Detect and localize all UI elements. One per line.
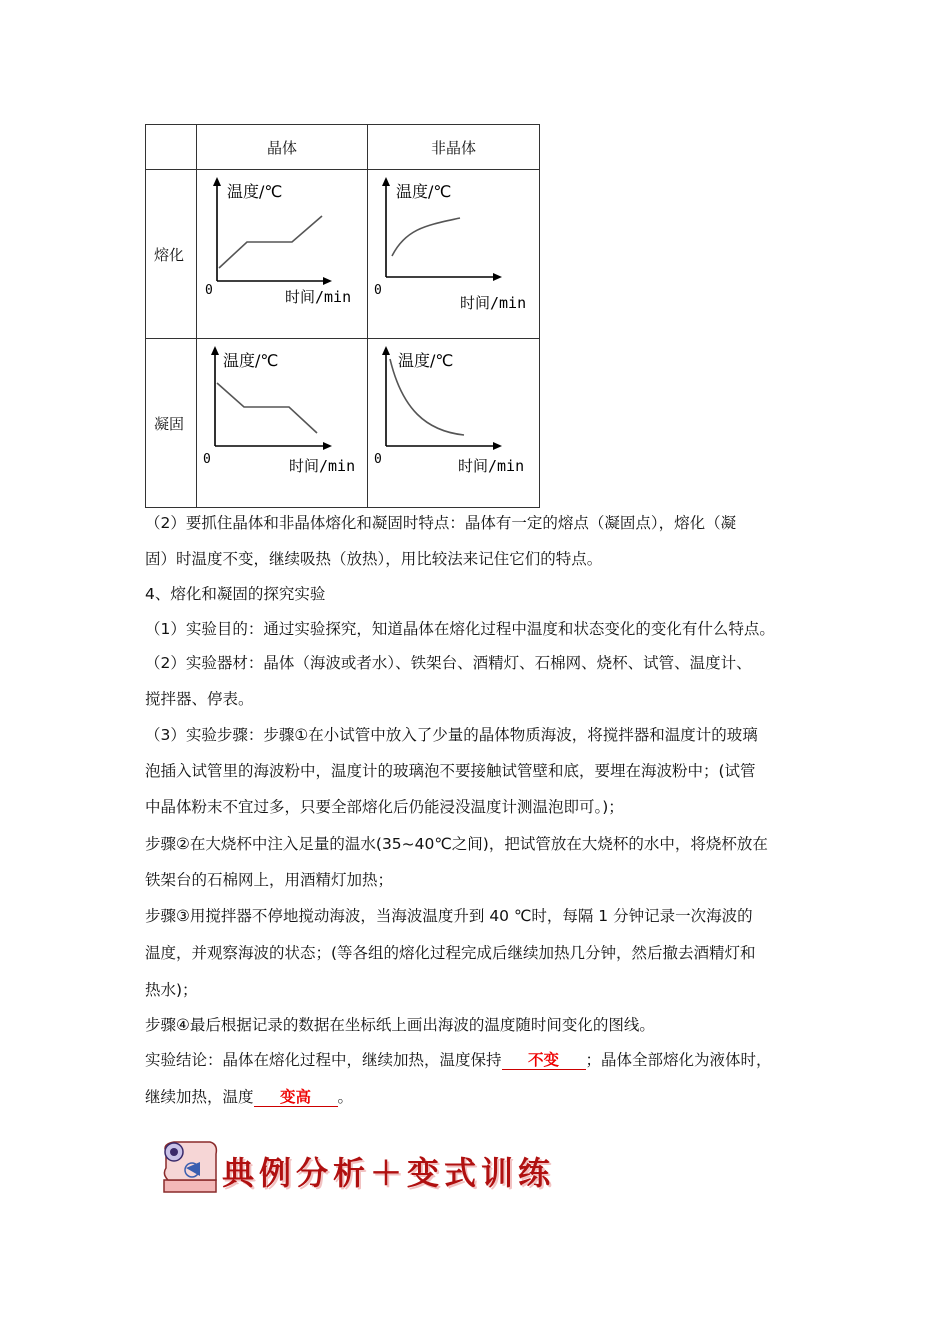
y-axis-label: 温度/℃ <box>223 351 279 370</box>
y-axis-label: 温度/℃ <box>398 351 454 370</box>
y-axis-arrow <box>382 346 390 355</box>
text-line: 热水)； <box>145 981 198 999</box>
y-axis-label: 温度/℃ <box>227 182 283 201</box>
x-axis-arrow <box>493 273 502 281</box>
graph-cell-amorphous-melting <box>368 170 540 339</box>
text-line: 泡插入试管里的海波粉中，温度计的玻璃泡不要接触试管壁和底，要埋在海波粉中；(试管 <box>145 762 756 780</box>
origin-label: 0 <box>203 452 211 467</box>
curve-line <box>219 216 322 268</box>
row-label-solidifying: 凝固 <box>146 339 197 508</box>
text-line: 搅拌器、停表。 <box>145 690 254 708</box>
curve-line <box>217 383 317 433</box>
graph-amorphous-melting <box>368 170 539 338</box>
conclusion-line-1 <box>145 1050 772 1070</box>
pupil-icon <box>170 1148 178 1156</box>
origin-label: 0 <box>374 283 382 298</box>
table-corner-cell <box>146 125 197 170</box>
text-line: 固）时温度不变，继续吸热（放热），用比较法来记住它们的特点。 <box>145 550 603 568</box>
y-axis-arrow <box>211 346 219 355</box>
origin-label: 0 <box>205 283 213 298</box>
text-line: 步骤④最后根据记录的数据在坐标纸上画出海波的温度随时间变化的图线。 <box>145 1016 655 1034</box>
x-axis-arrow <box>323 442 332 450</box>
y-axis-label: 温度/℃ <box>396 182 452 201</box>
x-axis-label: 时间/min <box>285 288 352 306</box>
col-header-crystal: 晶体 <box>197 125 368 170</box>
comparison-table <box>145 124 540 508</box>
conclusion-text: 实验结论：晶体在熔化过程中，继续加热，温度保持 <box>145 1051 502 1069</box>
text-line: （3）实验步骤：步骤①在小试管中放入了少量的晶体物质海波，将搅拌器和温度计的玻璃 <box>145 726 758 744</box>
text-line: （1）实验目的：通过实验探究，知道晶体在熔化过程中温度和状态变化的变化有什么特点。 <box>145 620 775 638</box>
answer-blank-2: 变高 <box>254 1088 338 1107</box>
conclusion-line-2 <box>145 1087 353 1107</box>
graph-crystal-solidifying <box>197 339 367 507</box>
y-axis-arrow <box>382 177 390 186</box>
banner-title: 典例分析＋变式训练 <box>222 1154 556 1192</box>
table-row-solidifying <box>146 339 540 508</box>
graph-crystal-melting <box>197 170 367 338</box>
text-line: 步骤③用搅拌器不停地搅动海波，当海波温度升到 40 ℃时，每隔 1 分钟记录一次海波的 <box>145 907 753 925</box>
text-line: 铁架台的石棉网上，用酒精灯加热； <box>145 871 394 889</box>
x-axis-label: 时间/min <box>458 457 525 475</box>
text-line: 中晶体粉末不宜过多，只要全部熔化后仍能浸没温度计测温泡即可。)； <box>145 798 624 816</box>
table-header-row <box>146 125 540 170</box>
row-label-melting: 熔化 <box>146 170 197 339</box>
text-line: （2）要抓住晶体和非晶体熔化和凝固时特点：晶体有一定的熔点（凝固点），熔化（凝 <box>145 514 737 532</box>
answer-blank-1: 不变 <box>502 1051 586 1070</box>
col-header-amorphous: 非晶体 <box>368 125 540 170</box>
curve-line <box>390 359 464 435</box>
origin-label: 0 <box>374 452 382 467</box>
text-line: （2）实验器材：晶体（海波或者水）、铁架台、酒精灯、石棉网、烧杯、试管、温度计、 <box>145 654 752 672</box>
y-axis-arrow <box>213 177 221 186</box>
graph-cell-crystal-melting <box>197 170 368 339</box>
table-row-melting <box>146 170 540 339</box>
text-line: 步骤②在大烧杯中注入足量的温水(35~40℃之间)，把试管放在大烧杯的水中，将烧杯放在 <box>145 835 768 853</box>
conclusion-text: ；晶体全部熔化为液体时， <box>585 1051 772 1069</box>
section-heading: 4、熔化和凝固的探究实验 <box>145 585 326 603</box>
graph-amorphous-solidifying <box>368 339 539 507</box>
text-line: 温度，并观察海波的状态；(等各组的熔化过程完成后继续加热几分钟，然后撤去酒精灯和 <box>145 944 756 962</box>
conclusion-text: 。 <box>337 1088 354 1106</box>
x-axis-label: 时间/min <box>289 457 356 475</box>
graph-cell-amorphous-solidifying <box>368 339 540 508</box>
x-axis-label: 时间/min <box>460 294 527 312</box>
x-axis-arrow <box>493 442 502 450</box>
conclusion-text: 继续加热，温度 <box>145 1088 254 1106</box>
curve-line <box>392 218 460 256</box>
scroll-base-icon <box>164 1180 216 1192</box>
x-axis-arrow <box>323 277 332 285</box>
graph-cell-crystal-solidifying <box>197 339 368 508</box>
